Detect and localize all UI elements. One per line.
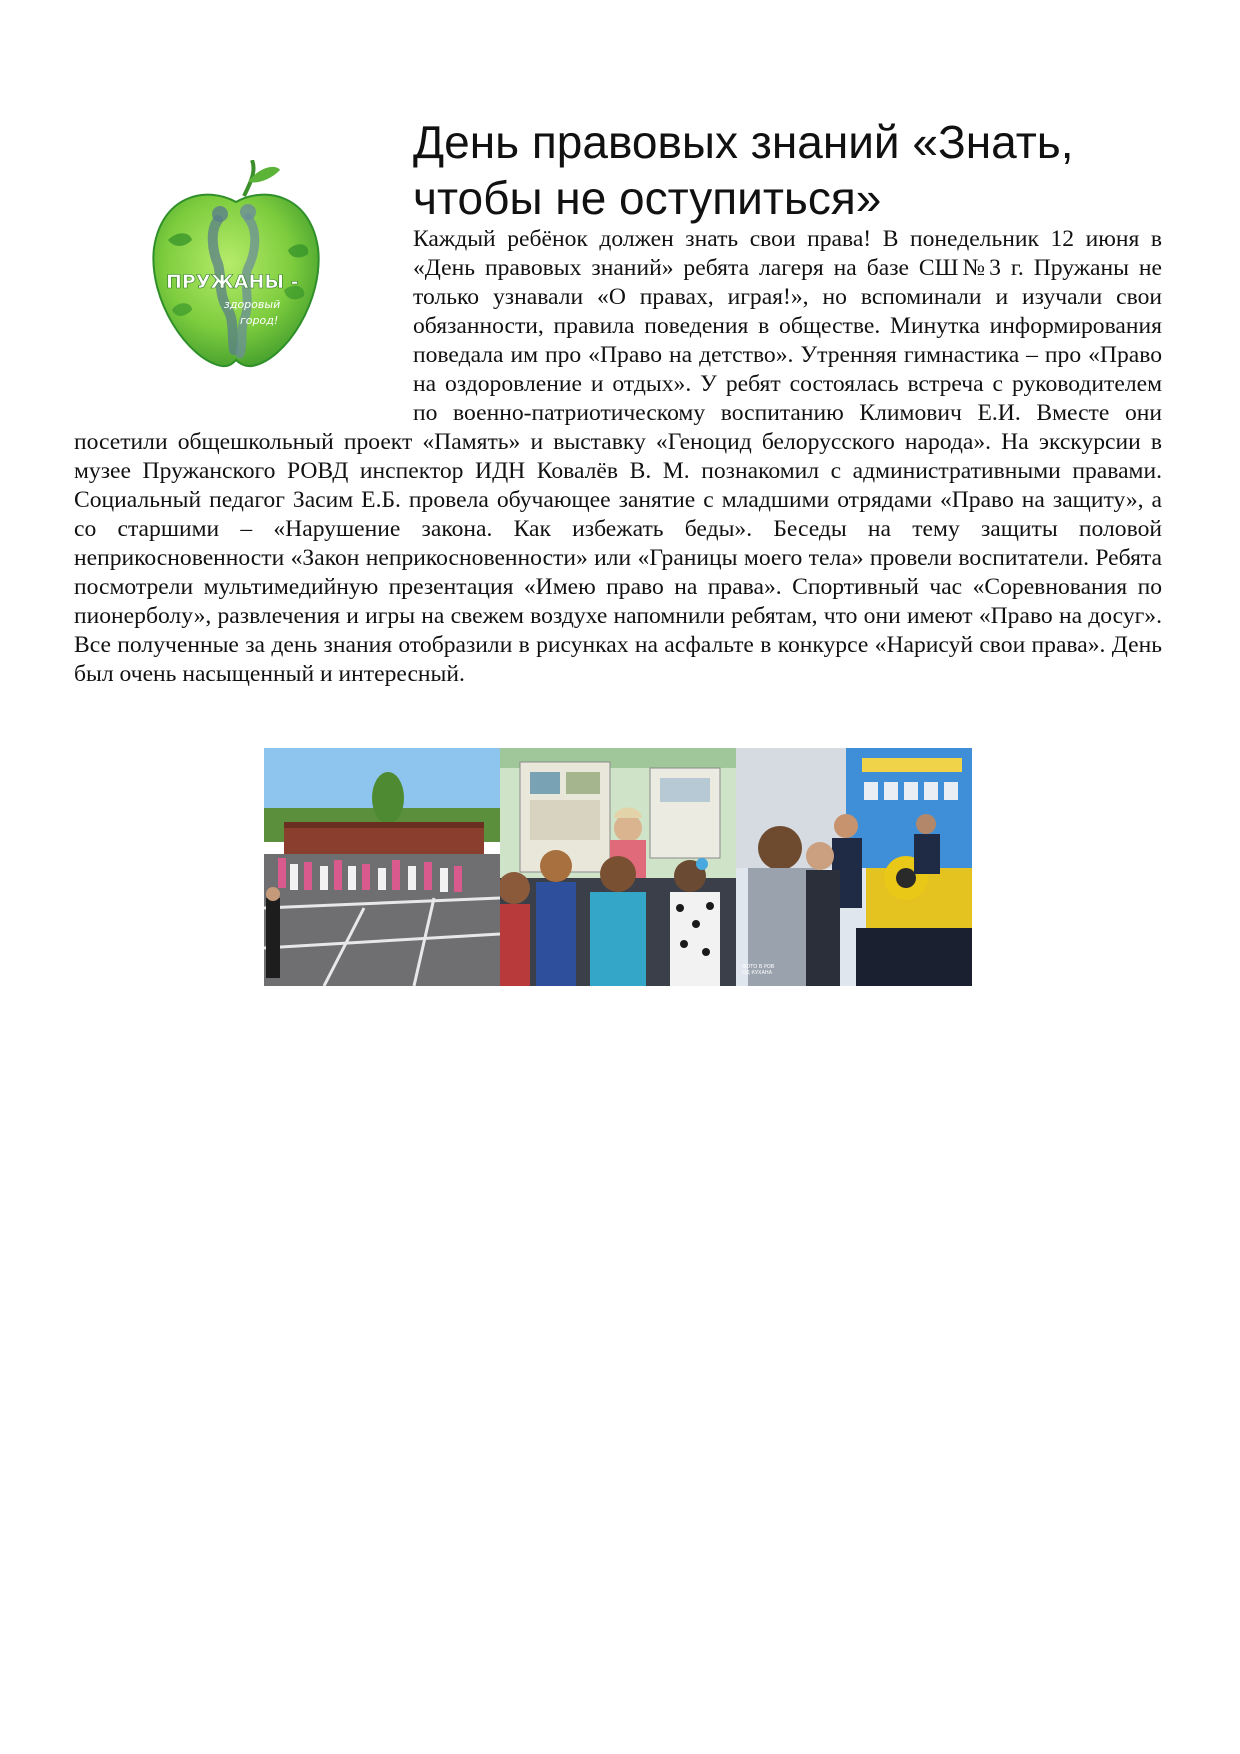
article-title: День правовых знаний «Знать, чтобы не оступиться»	[413, 116, 1074, 224]
school-exhibition-photo	[500, 748, 736, 986]
outdoor-morning-exercise-photo	[264, 748, 500, 986]
logo-spacer	[74, 225, 413, 401]
police-museum-photo	[736, 748, 972, 986]
logo-slogan-2: город!	[240, 314, 279, 327]
photo-caption	[742, 964, 774, 976]
logo-name: ПРУЖАНЫ -	[166, 271, 299, 293]
photo-caption-line-2: ОД КУХАНА	[742, 970, 773, 976]
photo-strip	[264, 748, 972, 986]
article-body	[74, 225, 1162, 689]
photo-caption-line-1: ФОТО В РОВ	[742, 964, 775, 970]
article-body-text: Каждый ребёнок должен знать свои права! В понедельник 12 июня в «День правовых знаний» ребята лагеря на базе СШ№3 г. Пружаны не только узнавали «О правах, играя!», но вспоминали и изучали свои обязанности, правила поведения в обществе. Минутка информирования поведала им про «Право на детство». Утренняя гимнастика – про «Право на оздоровление и отдых». У ребят состоялась встреча с руководителем по военно-патриотическому воспитанию Климович Е.И. Вместе они посетили общешкольный проект «Память» и выставку «Геноцид белорусского народа». На экскурсии в музее Пружанского РОВД инспектор ИДН Ковалёв В. М. познакомил с административными правами. Социальный педагог Засим Е.Б. провела обучающее занятие с младшими отрядами «Право на защиту», а со старшими – «Нарушение закона. Как избежать беды». Беседы на тему защиты половой неприкосновенности «Закон неприкосновенности» или «Границы моего тела» провели воспитатели. Ребята посмотрели мультимедийную презентация «Имею право на права». Спортивный час «Соревнования по пионерболу», развлечения и игры на свежем воздухе напомнили ребятам, что они имеют «Право на досуг». Все полученные за день знания отобразили в рисунках на асфальте в конкурсе «Нарисуй свои права». День был очень насыщенный и интересный.	[74, 226, 1162, 687]
logo-slogan-1: здоровый	[224, 298, 281, 311]
